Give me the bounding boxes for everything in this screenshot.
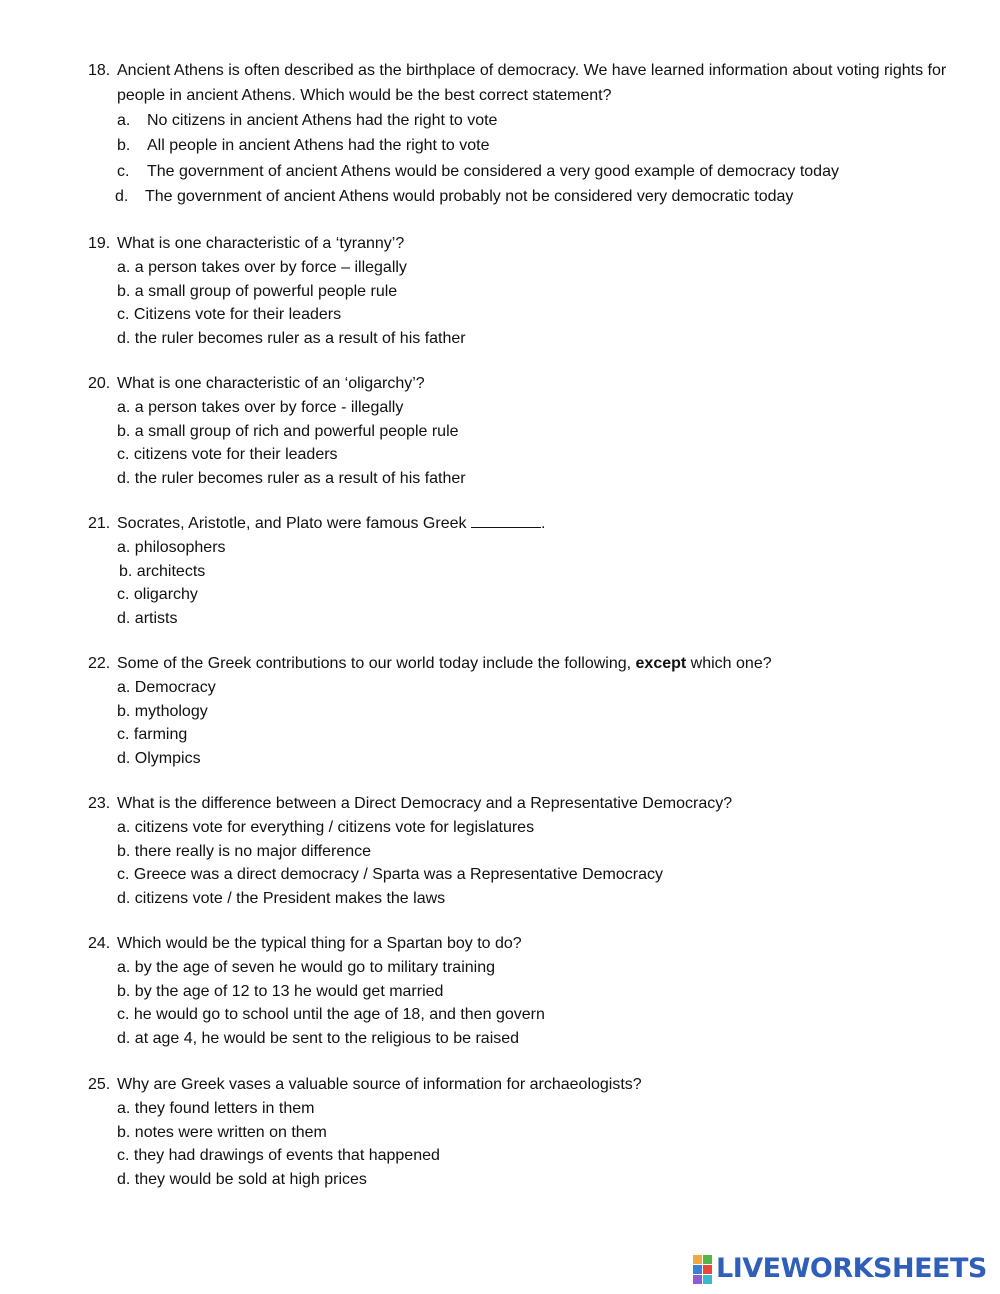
question-23 [88, 791, 968, 910]
question-stem: 24. Which would be the typical thing for a Spartan boy to do? [88, 931, 968, 956]
option-a[interactable]: a. they found letters in them [117, 1100, 315, 1117]
option-d[interactable]: d. artists [117, 609, 178, 627]
emphasis-except: except [635, 655, 687, 672]
option-b[interactable]: b. a small group of rich and powerful people rule [117, 422, 459, 440]
option-d[interactable]: d. citizens vote / the President makes the laws [117, 889, 446, 907]
question-number: 22. [88, 655, 111, 672]
question-number: 18. [88, 62, 111, 79]
option-c[interactable]: c. farming [117, 726, 188, 743]
option-a[interactable]: a. a person takes over by force – illegally [117, 259, 407, 276]
option-d[interactable]: d. the ruler becomes ruler as a result of his father [117, 329, 466, 347]
option-d[interactable]: d. the ruler becomes ruler as a result of his father [117, 469, 466, 487]
option-a[interactable]: a. Democracy [117, 679, 216, 696]
option-b[interactable]: b. a small group of powerful people rule [117, 282, 398, 300]
logo-block [693, 1275, 702, 1284]
question-stem: 19. What is one characteristic of a ‘tyranny’? [88, 231, 968, 256]
option-d[interactable]: d. The government of ancient Athens would probably not be considered very democratic today [115, 187, 794, 205]
option-b[interactable]: b. by the age of 12 to 13 he would get married [117, 982, 444, 1000]
question-22 [88, 651, 968, 770]
logo-block [703, 1275, 712, 1284]
question-stem: 18. Ancient Athens is often described as the birthplace of democracy. We have learned information about voting rights for people in ancient Athens. Which would be the best correct statement? [88, 58, 968, 108]
option-d[interactable]: d. Olympics [117, 749, 201, 767]
option-a[interactable]: a. by the age of seven he would go to military training [117, 959, 495, 976]
logo-block [703, 1255, 712, 1264]
question-18 [88, 58, 968, 209]
option-b[interactable]: b. All people in ancient Athens had the right to vote [117, 137, 490, 155]
question-stem: 25. Why are Greek vases a valuable source of information for archaeologists? [88, 1072, 968, 1097]
question-number: 25. [88, 1076, 111, 1093]
option-c[interactable]: c. oligarchy [117, 586, 198, 603]
liveworksheets-logo [693, 1253, 987, 1284]
answer-blank[interactable] [471, 514, 541, 528]
question-stem: 21. Socrates, Aristotle, and Plato were famous Greek . [88, 511, 968, 536]
option-b[interactable]: b. notes were written on them [117, 1123, 327, 1141]
option-c[interactable]: c. they had drawings of events that happened [117, 1147, 440, 1164]
option-c[interactable]: c. The government of ancient Athens would be considered a very good example of democracy today [117, 162, 839, 180]
question-number: 21. [88, 515, 111, 532]
question-number: 19. [88, 235, 111, 252]
question-25 [88, 1072, 968, 1191]
option-a[interactable]: a. citizens vote for everything / citizens vote for legislatures [117, 819, 535, 836]
option-d[interactable]: d. they would be sold at high prices [117, 1170, 367, 1188]
option-d[interactable]: d. at age 4, he would be sent to the religious to be raised [117, 1029, 520, 1047]
question-stem: 20. What is one characteristic of an ‘oligarchy’? [88, 371, 968, 396]
option-c[interactable]: c. citizens vote for their leaders [117, 446, 338, 463]
option-b[interactable]: b. mythology [117, 702, 208, 720]
option-a[interactable]: a. a person takes over by force - illegally [117, 399, 404, 416]
question-24 [88, 931, 968, 1050]
option-c[interactable]: c. Citizens vote for their leaders [117, 306, 342, 323]
logo-block [703, 1265, 712, 1274]
option-a[interactable]: a. philosophers [117, 539, 226, 556]
logo-blocks-icon [693, 1255, 712, 1284]
question-19 [88, 231, 968, 350]
question-number: 23. [88, 795, 111, 812]
logo-block [693, 1265, 702, 1274]
question-number: 24. [88, 935, 111, 952]
question-stem: 22. Some of the Greek contributions to our world today include the following, except which one? [88, 651, 968, 676]
option-a[interactable]: a. No citizens in ancient Athens had the right to vote [117, 112, 498, 129]
option-c[interactable]: c. Greece was a direct democracy / Sparta was a Representative Democracy [117, 866, 663, 883]
logo-block [693, 1255, 702, 1264]
question-stem: 23. What is the difference between a Direct Democracy and a Representative Democracy? [88, 791, 968, 816]
option-b[interactable]: b. architects [119, 562, 206, 580]
option-b[interactable]: b. there really is no major difference [117, 842, 372, 860]
brand-name: LIVEWORKSHEETS [716, 1253, 987, 1284]
question-20 [88, 371, 968, 490]
question-21 [88, 511, 968, 630]
option-c[interactable]: c. he would go to school until the age of 18, and then govern [117, 1006, 545, 1023]
question-number: 20. [88, 375, 111, 392]
